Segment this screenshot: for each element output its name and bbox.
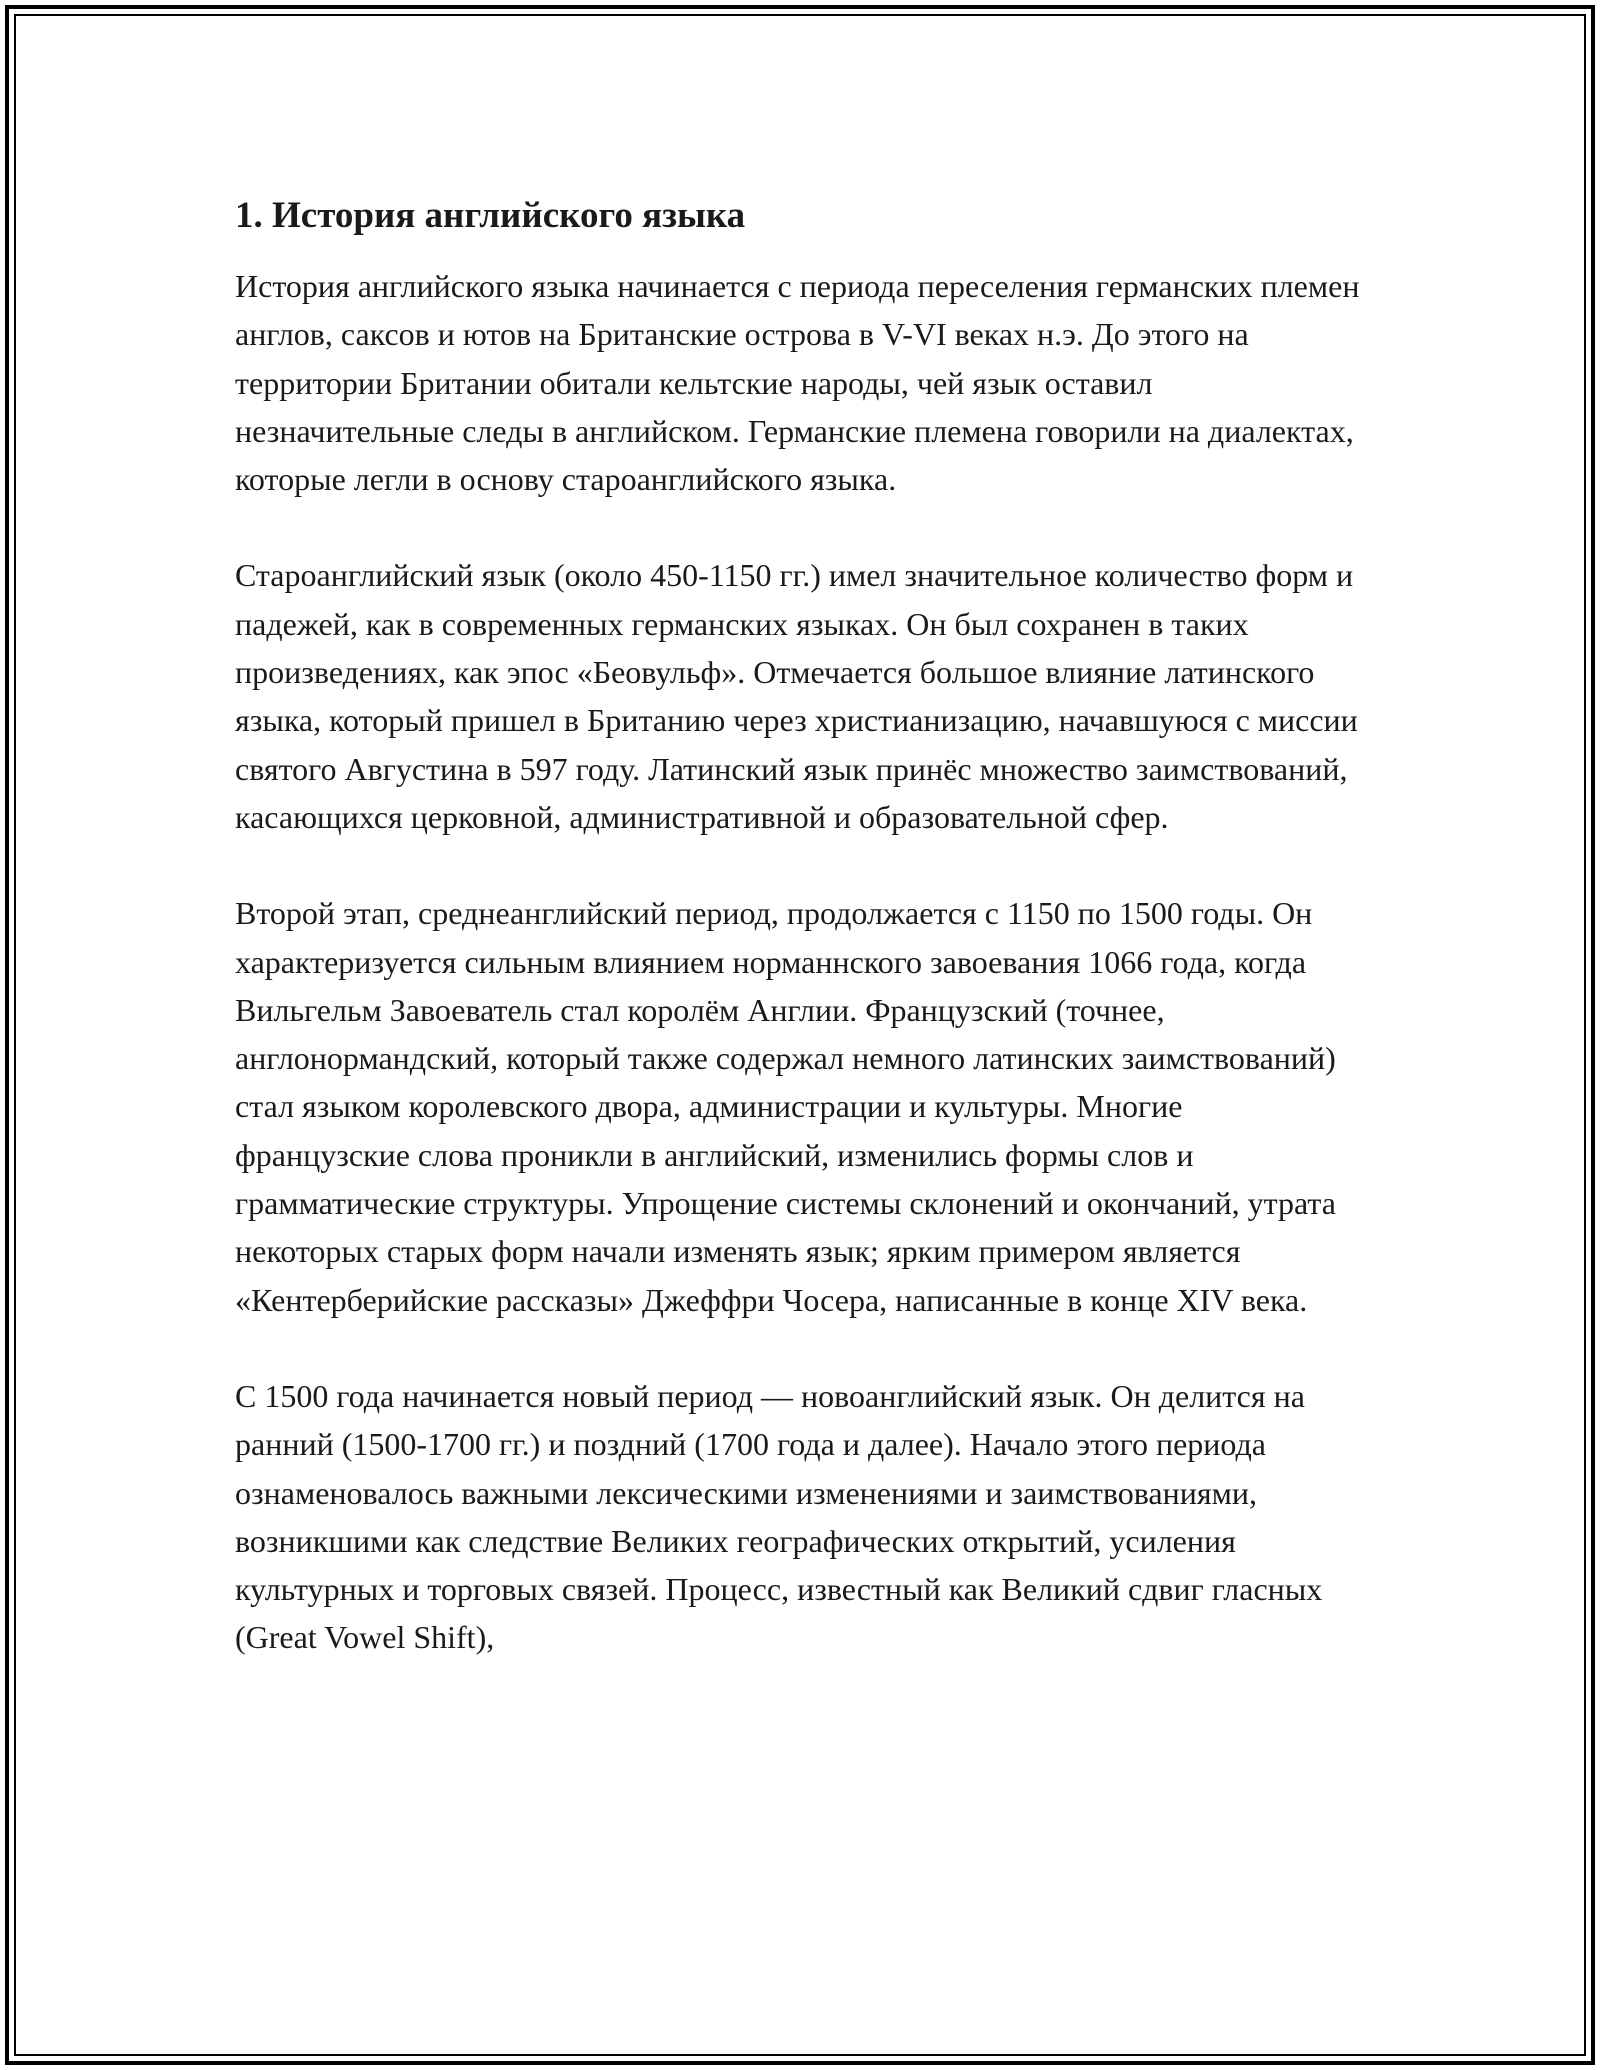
page-title: 1. История английского языка [235,195,746,236]
paragraph-middle-english: Второй этап, среднеанглийский период, продолжается с 1150 по 1500 годы. Он характеризуется сильным влиянием норманнского завоевания 1066 года, когда Вильгельм Завоеватель стал королём Англии. Французский (точнее, англонормандский, который также содержал немного латинских заимствований) стал языком королевского двора, администрации и культуры. Многие французские слова проникли в английский, изменились формы слов и грамматические структуры. Упрощение системы склонений и окончаний, утрата некоторых старых форм начали изменять язык; ярким примером является «Кентерберийские рассказы» Джеффри Чосера, написанные в конце XIV века. [235,895,1336,1318]
paragraph-modern-english: С 1500 года начинается новый период — новоанглийский язык. Он делится на ранний (1500-1700 гг.) и поздний (1700 года и далее). Начало этого периода ознаменовалось важными лексическими изменениями и заимствованиями, возникшими как следствие Великих географических открытий, усиления культурных и торговых связей. Процесс, известный как Великий сдвиг гласных (Great Vowel Shift), [235,1377,1323,1656]
paragraph-origins: История английского языка начинается с периода переселения германских племен англов, саксов и ютов на Британские острова в V-VI веках н.э. До этого на территории Британии обитали кельтские народы, чей язык оставил незначительные следы в английском. Германские племена говорили на диалектах, которые легли в основу староанглийского языка. [235,268,1360,498]
paragraph-old-english: Староанглийский язык (около 450-1150 гг.) имел значительное количество форм и падежей, как в современных германских языках. Он был сохранен в таких произведениях, как эпос «Беовульф». Отмечается большое влияние латинского языка, который пришел в Британию через христианизацию, начавшуюся с миссии святого Августина в 597 году. Латинский язык принёс множество заимствований, касающихся церковной, административной и образовательной сфер. [235,557,1358,835]
document-body [235,188,1365,1710]
